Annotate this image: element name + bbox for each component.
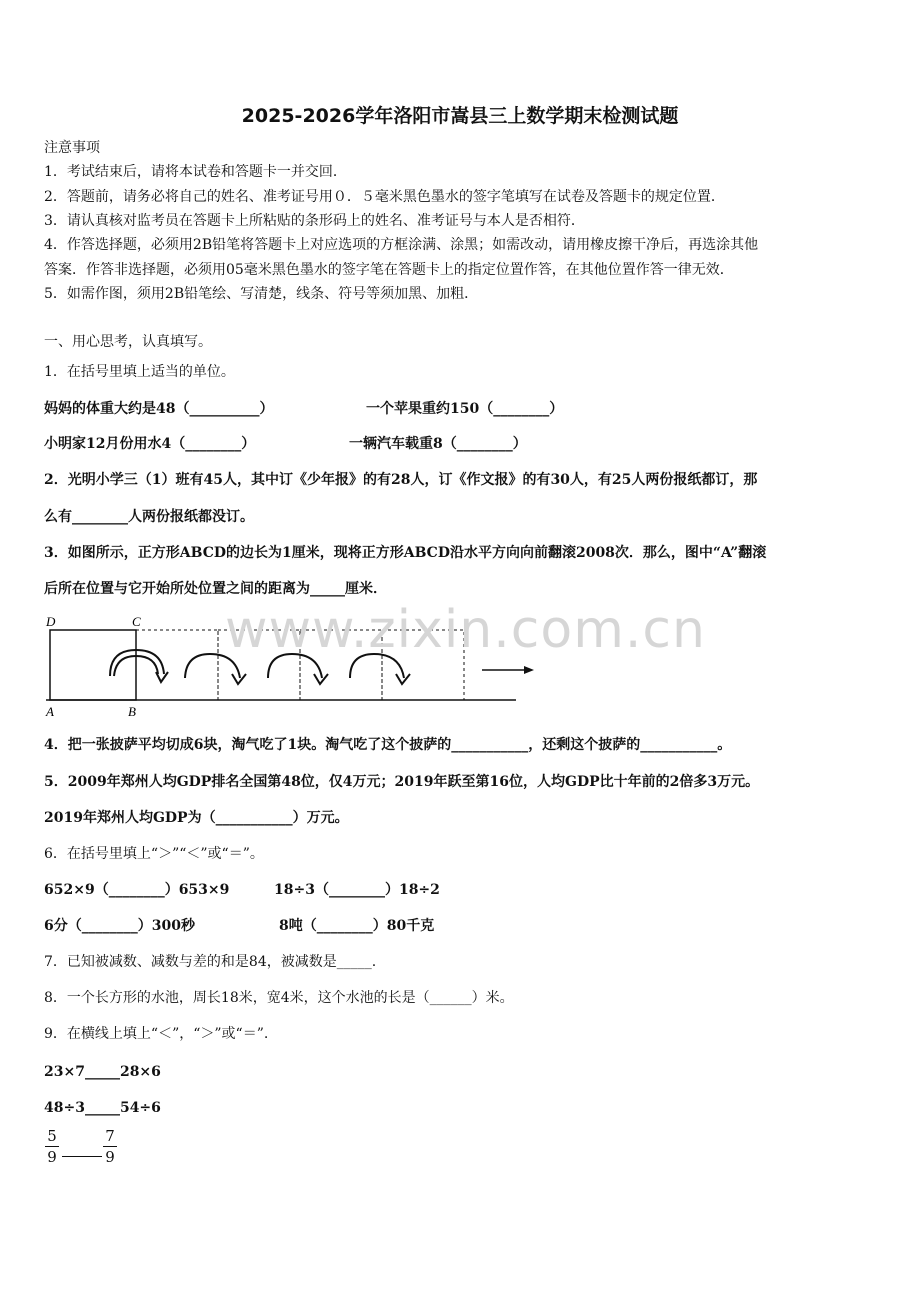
q9-b: 48÷3_____54÷6 <box>44 1100 161 1116</box>
page-title: 2025-2026学年洛阳市嵩县三上数学期末检测试题 <box>241 105 679 127</box>
q2-line2: 么有________人两份报纸都没订。 <box>44 509 254 525</box>
section-heading: 一、用心思考，认真填写。 <box>44 334 212 350</box>
watermark: www.zixin.com.cn <box>225 600 706 660</box>
q2-line1: 2．光明小学三（1）班有45人，其中订《少年报》的有28人，订《作文报》的有30人，有25人两份报纸都订，那 <box>44 472 758 488</box>
fraction-seven-ninths <box>103 1127 117 1166</box>
q6-c: 6分（________）300秒 <box>44 918 195 934</box>
note-item: 1．考试结束后，请将本试卷和答题卡一并交回． <box>44 164 347 180</box>
q5-line2: 2019年郑州人均GDP为（___________）万元。 <box>44 810 349 826</box>
q9-stem: 9．在横线上填上“＜”，“＞”或“＝”. <box>44 1026 269 1042</box>
fraction-numerator: 5 <box>47 1127 57 1145</box>
q7: 7．已知被减数、减数与差的和是84，被减数是_____. <box>44 954 377 970</box>
notes-heading: 注意事项 <box>44 140 100 156</box>
vertex-label-a: A <box>46 704 54 719</box>
q1-c: 小明家12月份用水4（________） <box>44 436 256 452</box>
q6-a: 652×9（________）653×9 <box>44 882 230 898</box>
q1-d: 一辆汽车载重8（________） <box>349 436 527 452</box>
note-item: 5．如需作图，须用2B铅笔绘、写清楚，线条、符号等须加黑、加粗． <box>44 286 479 302</box>
fraction-denominator: 9 <box>47 1148 57 1166</box>
vertex-label-d: D <box>46 614 56 629</box>
q3-line2: 后所在位置与它开始所处位置之间的距离为_____厘米． <box>44 581 387 597</box>
note-item: 3．请认真核对监考员在答题卡上所粘贴的条形码上的姓名、准考证号与本人是否相符． <box>44 213 585 229</box>
fraction-five-ninths <box>45 1127 59 1166</box>
q6-b: 18÷3（________）18÷2 <box>274 882 440 898</box>
q6-stem: 6．在括号里填上“＞”“＜”或“＝”。 <box>44 846 264 862</box>
q3-line1: 3．如图所示，正方形ABCD的边长为1厘米，现将正方形ABCD沿水平方向向前翻滚2008次．那么，图中“A”翻滚 <box>44 545 767 561</box>
fraction-numerator: 7 <box>105 1127 115 1145</box>
note-item: 答案．作答非选择题，必须用05毫米黑色墨水的签字笔在答题卡上的指定位置作答，在其他位置作答一律无效． <box>44 262 734 278</box>
comparison-blank <box>62 1156 102 1157</box>
note-item: 4．作答选择题，必须用2B铅笔将答题卡上对应选项的方框涂满、涂黑；如需改动，请用橡皮擦干净后，再选涂其他 <box>44 237 759 253</box>
q6-d: 8吨（________）80千克 <box>279 918 435 934</box>
vertex-label-b: B <box>128 704 136 719</box>
q1-stem: 1．在括号里填上适当的单位。 <box>44 364 235 380</box>
q9-a: 23×7_____28×6 <box>44 1064 161 1080</box>
note-item: 2．答题前，请务必将自己的姓名、准考证号用０．５毫米黑色墨水的签字笔填写在试卷及答题卡的规定位置． <box>44 189 725 205</box>
q1-a: 妈妈的体重大约是48（__________） <box>44 401 274 417</box>
q1-b: 一个苹果重约150（________） <box>366 401 564 417</box>
vertex-label-c: C <box>132 614 141 629</box>
q5-line1: 5．2009年郑州人均GDP排名全国第48位，仅4万元；2019年跃至第16位，人均GDP比十年前的2倍多3万元。 <box>44 774 760 790</box>
q4: 4．把一张披萨平均切成6块，淘气吃了1块。淘气吃了这个披萨的___________，还剩这个披萨的___________。 <box>44 737 732 753</box>
q8: 8．一个长方形的水池，周长18米，宽4米，这个水池的长是（______）米。 <box>44 990 514 1006</box>
fraction-denominator: 9 <box>105 1148 115 1166</box>
